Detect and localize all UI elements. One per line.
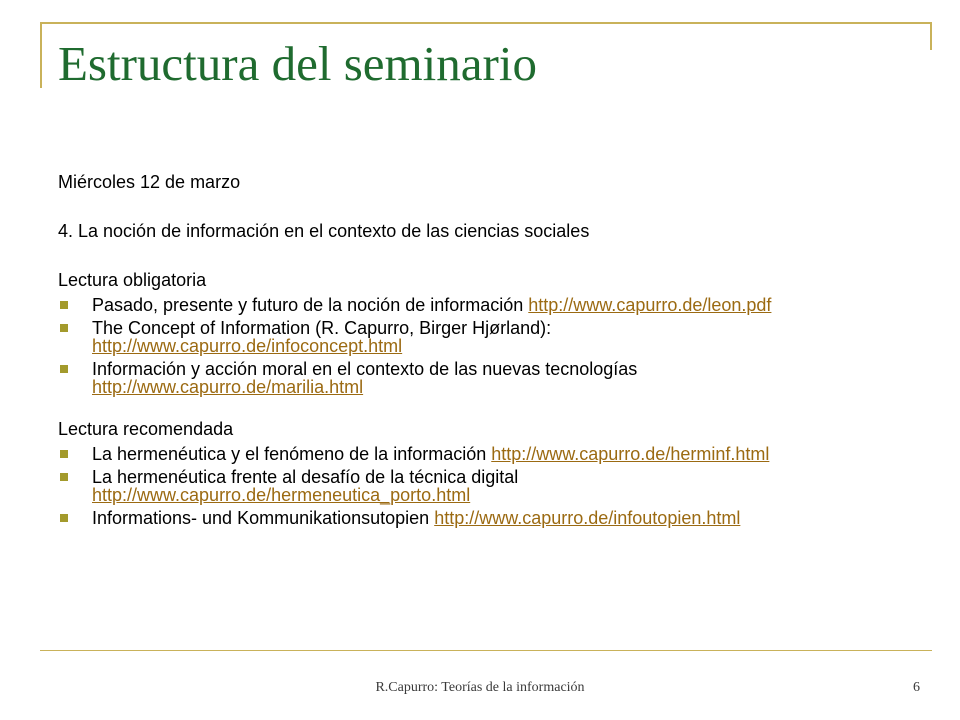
square-bullet-icon	[60, 365, 68, 373]
reading-link[interactable]: http://www.capurro.de/marilia.html	[92, 377, 364, 397]
slide-content	[58, 171, 918, 549]
required-reading-list	[58, 296, 918, 396]
date-line: Miércoles 12 de marzo	[58, 172, 241, 192]
frame-left-line	[40, 22, 42, 88]
reading-link[interactable]: http://www.capurro.de/leon.pdf	[528, 295, 772, 315]
frame-top-line	[40, 22, 932, 24]
footer-divider	[40, 650, 932, 651]
list-item	[58, 296, 918, 314]
reading-title: Informations- und Kommunikationsutopien	[92, 508, 435, 528]
footer-text: R.Capurro: Teorías de la información	[375, 680, 585, 695]
reading-link[interactable]: http://www.capurro.de/infoconcept.html	[92, 336, 403, 356]
square-bullet-icon	[60, 450, 68, 458]
list-item	[58, 319, 918, 355]
reading-title: La hermenéutica frente al desafío de la técnica digital	[92, 467, 519, 487]
square-bullet-icon	[60, 473, 68, 481]
required-reading-heading: Lectura obligatoria	[58, 270, 207, 290]
recommended-reading-heading: Lectura recomendada	[58, 419, 234, 439]
topic-line: 4. La noción de información en el contexto de las ciencias sociales	[58, 221, 590, 241]
slide-title: Estructura del seminario	[58, 36, 537, 91]
recommended-reading-list	[58, 445, 918, 527]
reading-title: The Concept of Information (R. Capurro, Birger Hjørland):	[92, 318, 552, 338]
reading-title: Información y acción moral en el contexto de las nuevas tecnologías	[92, 359, 638, 379]
reading-link[interactable]: http://www.capurro.de/herminf.html	[491, 444, 770, 464]
list-item	[58, 509, 918, 527]
page-number: 6	[913, 680, 920, 695]
square-bullet-icon	[60, 324, 68, 332]
reading-link[interactable]: http://www.capurro.de/hermeneutica_porto.html	[92, 485, 471, 505]
frame-right-line	[930, 22, 932, 50]
list-item	[58, 468, 918, 504]
reading-link[interactable]: http://www.capurro.de/infoutopien.html	[434, 508, 741, 528]
square-bullet-icon	[60, 514, 68, 522]
list-item	[58, 360, 918, 396]
square-bullet-icon	[60, 301, 68, 309]
reading-title: La hermenéutica y el fenómeno de la información	[92, 444, 492, 464]
list-item	[58, 445, 918, 463]
reading-title: Pasado, presente y futuro de la noción de información	[92, 295, 529, 315]
